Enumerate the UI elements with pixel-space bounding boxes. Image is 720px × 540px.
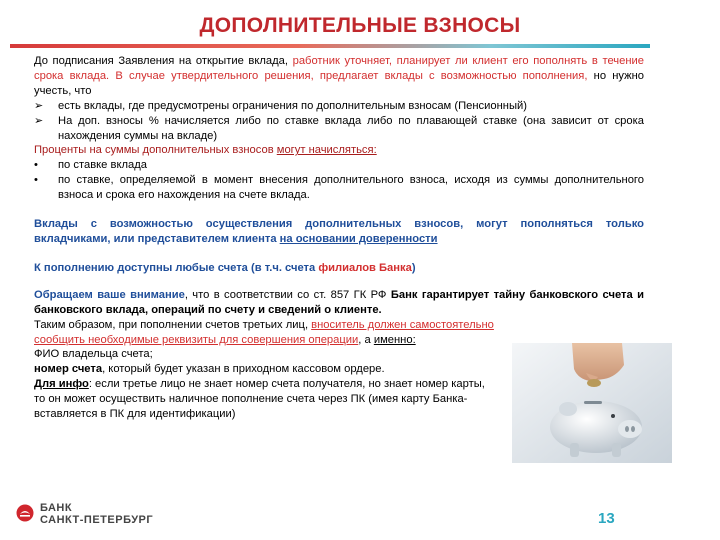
third-party-requirement: вноситель должен самостоятельно сообщить необходимые реквизиты для совершения операции: [34, 318, 494, 346]
intro-text-1: До подписания Заявления на открытие вклада,: [34, 55, 293, 67]
account-number-label: номер счета: [34, 363, 103, 376]
spacer: [34, 203, 644, 217]
third-party-paragraph: [34, 318, 499, 348]
bank-logo-line2: САНКТ-ПЕТЕРБУРГ: [40, 514, 154, 526]
attention-text: , что в соответствии со ст. 857 ГК РФ: [184, 288, 391, 301]
spacer: [34, 276, 644, 288]
page-title: ДОПОЛНИТЕЛЬНЫЕ ВЗНОСЫ: [199, 14, 521, 37]
intro-text-3: но нужно учесть, что: [34, 69, 644, 97]
arrow-bullet-icon: ➢: [34, 99, 44, 112]
dot-list-item: [34, 158, 644, 173]
title-divider: [10, 44, 650, 48]
arrow-item-text: есть вклады, где предусмотрены ограничения по дополнительным взносам (Пенсионный): [58, 99, 527, 112]
info-label: Для инфо: [34, 378, 89, 391]
deposits-note: [34, 217, 644, 247]
dot-item-text: по ставке вклада: [58, 159, 147, 172]
accounts-note-text: К пополнению доступны любые счета (в т.ч. счета: [34, 261, 319, 274]
intro-paragraph: [34, 54, 644, 99]
interest-heading: [34, 143, 644, 158]
arrow-item-text: На доп. взносы % начисляется либо по ставке вклада либо по плавающей ставке (она зависит от срока нахождения суммы на вкладе): [58, 114, 644, 142]
spacer: [34, 247, 644, 261]
arrow-bullet-icon: ➢: [34, 114, 44, 127]
arrow-list-item: [34, 99, 644, 114]
third-party-namely: именно:: [373, 333, 416, 346]
third-party-sep: , а: [358, 333, 374, 346]
info-paragraph: [34, 377, 499, 422]
account-number-text: , который будет указан в приходном кассовом ордере.: [102, 363, 385, 376]
info-text: : если третье лицо не знает номер счета получателя, но знает номер карты, то он может осуществить наличное пополнение счета через ПК (имея карту Банка-вставляется в ПК для идентификации): [34, 378, 485, 421]
deposits-note-text: Вклады с возможностью осуществления дополнительных взносов, могут пополняться только вкладчиками, или представителем клиента: [34, 218, 644, 245]
owner-name-line: ФИО владельца счета;: [34, 348, 153, 361]
attention-paragraph: [34, 288, 644, 318]
attention-lead: Обращаем ваше внимание: [34, 288, 185, 301]
dot-item-text: по ставке, определяемой в момент внесения дополнительного взноса, исходя из суммы дополнительного взноса и срока его нахождения на счете вклада.: [58, 174, 644, 202]
dot-bullet-icon: •: [34, 159, 38, 172]
dot-list-item: [34, 173, 644, 203]
page-number: 13: [598, 510, 615, 527]
dot-bullet-icon: •: [34, 174, 38, 187]
piggy-bank-image: [512, 343, 672, 463]
accounts-note-branches: филиалов Банка: [318, 261, 412, 274]
intro-text-2: работник уточняет, планирует ли клиент его пополнять в течение срока вклада. В случае утвердительного решения, предлагает вклады с возможностью пополнения,: [34, 55, 644, 82]
bank-logo-icon: [16, 504, 34, 522]
third-party-text: Таким образом, при пополнении счетов третьих лиц,: [34, 318, 312, 331]
deposits-note-underlined: на основании доверенности: [279, 232, 438, 245]
accounts-note-end: ): [411, 261, 416, 274]
accounts-note: [34, 261, 644, 276]
arrow-list-item: [34, 114, 644, 144]
interest-heading-underlined: могут начисляться:: [276, 144, 377, 157]
attention-bank-secret: Банк гарантирует тайну банковского счета и банковского вклада, операций по счету и сведений о клиенте.: [34, 288, 644, 316]
bank-logo-line1: БАНК: [40, 502, 73, 514]
interest-heading-text: Проценты на суммы дополнительных взносов: [34, 144, 277, 157]
